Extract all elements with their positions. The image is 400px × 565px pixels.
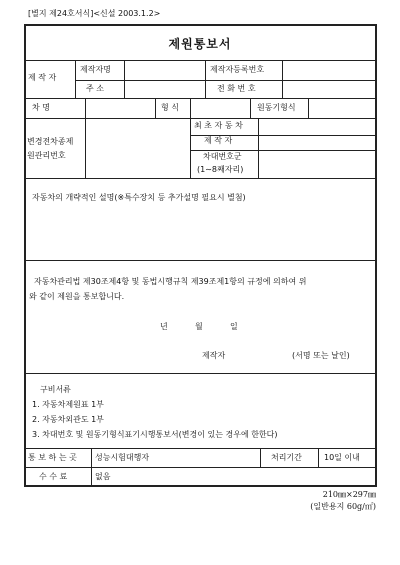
- signature-label: 제작자: [202, 351, 226, 360]
- maker-name-field[interactable]: [125, 61, 204, 79]
- notify-value: 성능시험대행자: [95, 453, 150, 462]
- documents-item-1: 1. 자동차제원표 1부: [32, 400, 104, 409]
- motor-type-label: 원동기형식: [257, 103, 296, 112]
- maker-reg-no-label: 제작자등록번호: [210, 65, 265, 74]
- paper-size-note: 210㎜×297㎜: [322, 490, 376, 499]
- first-maker-label-1: 최 초 자 동 차: [194, 121, 243, 130]
- overview-field[interactable]: [26, 205, 375, 257]
- maker-reg-no-field[interactable]: [283, 61, 375, 79]
- vehicle-name-label: 차 명: [32, 103, 50, 112]
- date-month-label: 월: [195, 322, 203, 331]
- date-day-label: 일: [230, 322, 238, 331]
- change-mgmt-label-2: 원관리번호: [27, 151, 66, 160]
- fee-label: 수 수 료: [39, 472, 68, 481]
- maker-name-label: 제작자명: [80, 65, 111, 74]
- vin-group-field[interactable]: [259, 151, 375, 177]
- change-mgmt-field[interactable]: [86, 119, 189, 177]
- fee-value: 없음: [95, 472, 111, 481]
- period-label: 처리기간: [271, 453, 302, 462]
- date-year-label: 년: [160, 322, 168, 331]
- documents-item-3: 3. 차대번호 및 원동기형식표기시행통보서(변경이 있는 경우에 한한다): [32, 430, 278, 439]
- documents-item-2: 2. 자동차외관도 1부: [32, 415, 104, 424]
- form-number-note: [별지 제24호서식]<신설 2003.1.2>: [28, 9, 161, 18]
- declaration-line-2: 와 같이 제원을 통보합니다.: [29, 292, 125, 301]
- notify-label: 통 보 하 는 곳: [28, 453, 77, 462]
- motor-type-field[interactable]: [309, 99, 375, 117]
- model-field[interactable]: [191, 99, 249, 117]
- model-label: 형 식: [161, 103, 179, 112]
- phone-field[interactable]: [283, 81, 375, 97]
- signature-field[interactable]: [232, 347, 287, 363]
- paper-weight-note: (일반용지 60g/㎡): [310, 502, 376, 511]
- change-mgmt-label-1: 변경전차종제: [27, 137, 74, 146]
- address-field[interactable]: [125, 81, 204, 97]
- address-label: 주 소: [86, 84, 104, 93]
- vin-group-label-1: 차대번호군: [203, 152, 242, 161]
- vin-group-label-2: (1∼8째자리): [197, 165, 244, 174]
- first-maker-field[interactable]: [259, 119, 375, 149]
- vehicle-name-field[interactable]: [86, 99, 154, 117]
- signature-note: (서명 또는 날인): [292, 351, 350, 360]
- documents-heading: 구비서류: [40, 385, 71, 394]
- overview-heading: 자동차의 개략적인 설명(※특수장치 등 추가설명 필요시 별첨): [32, 193, 246, 202]
- declaration-line-1: 자동차관리법 제30조제4항 및 동법시행규칙 제39조제1항의 규정에 의하여 위: [34, 277, 307, 286]
- period-value: 10일 이내: [324, 453, 360, 462]
- phone-label: 전 화 번 호: [217, 84, 256, 93]
- first-maker-label-2: 제 작 자: [204, 136, 233, 145]
- form-title: 제원통보서: [168, 37, 232, 51]
- manufacturer-label: 제 작 자: [28, 73, 57, 82]
